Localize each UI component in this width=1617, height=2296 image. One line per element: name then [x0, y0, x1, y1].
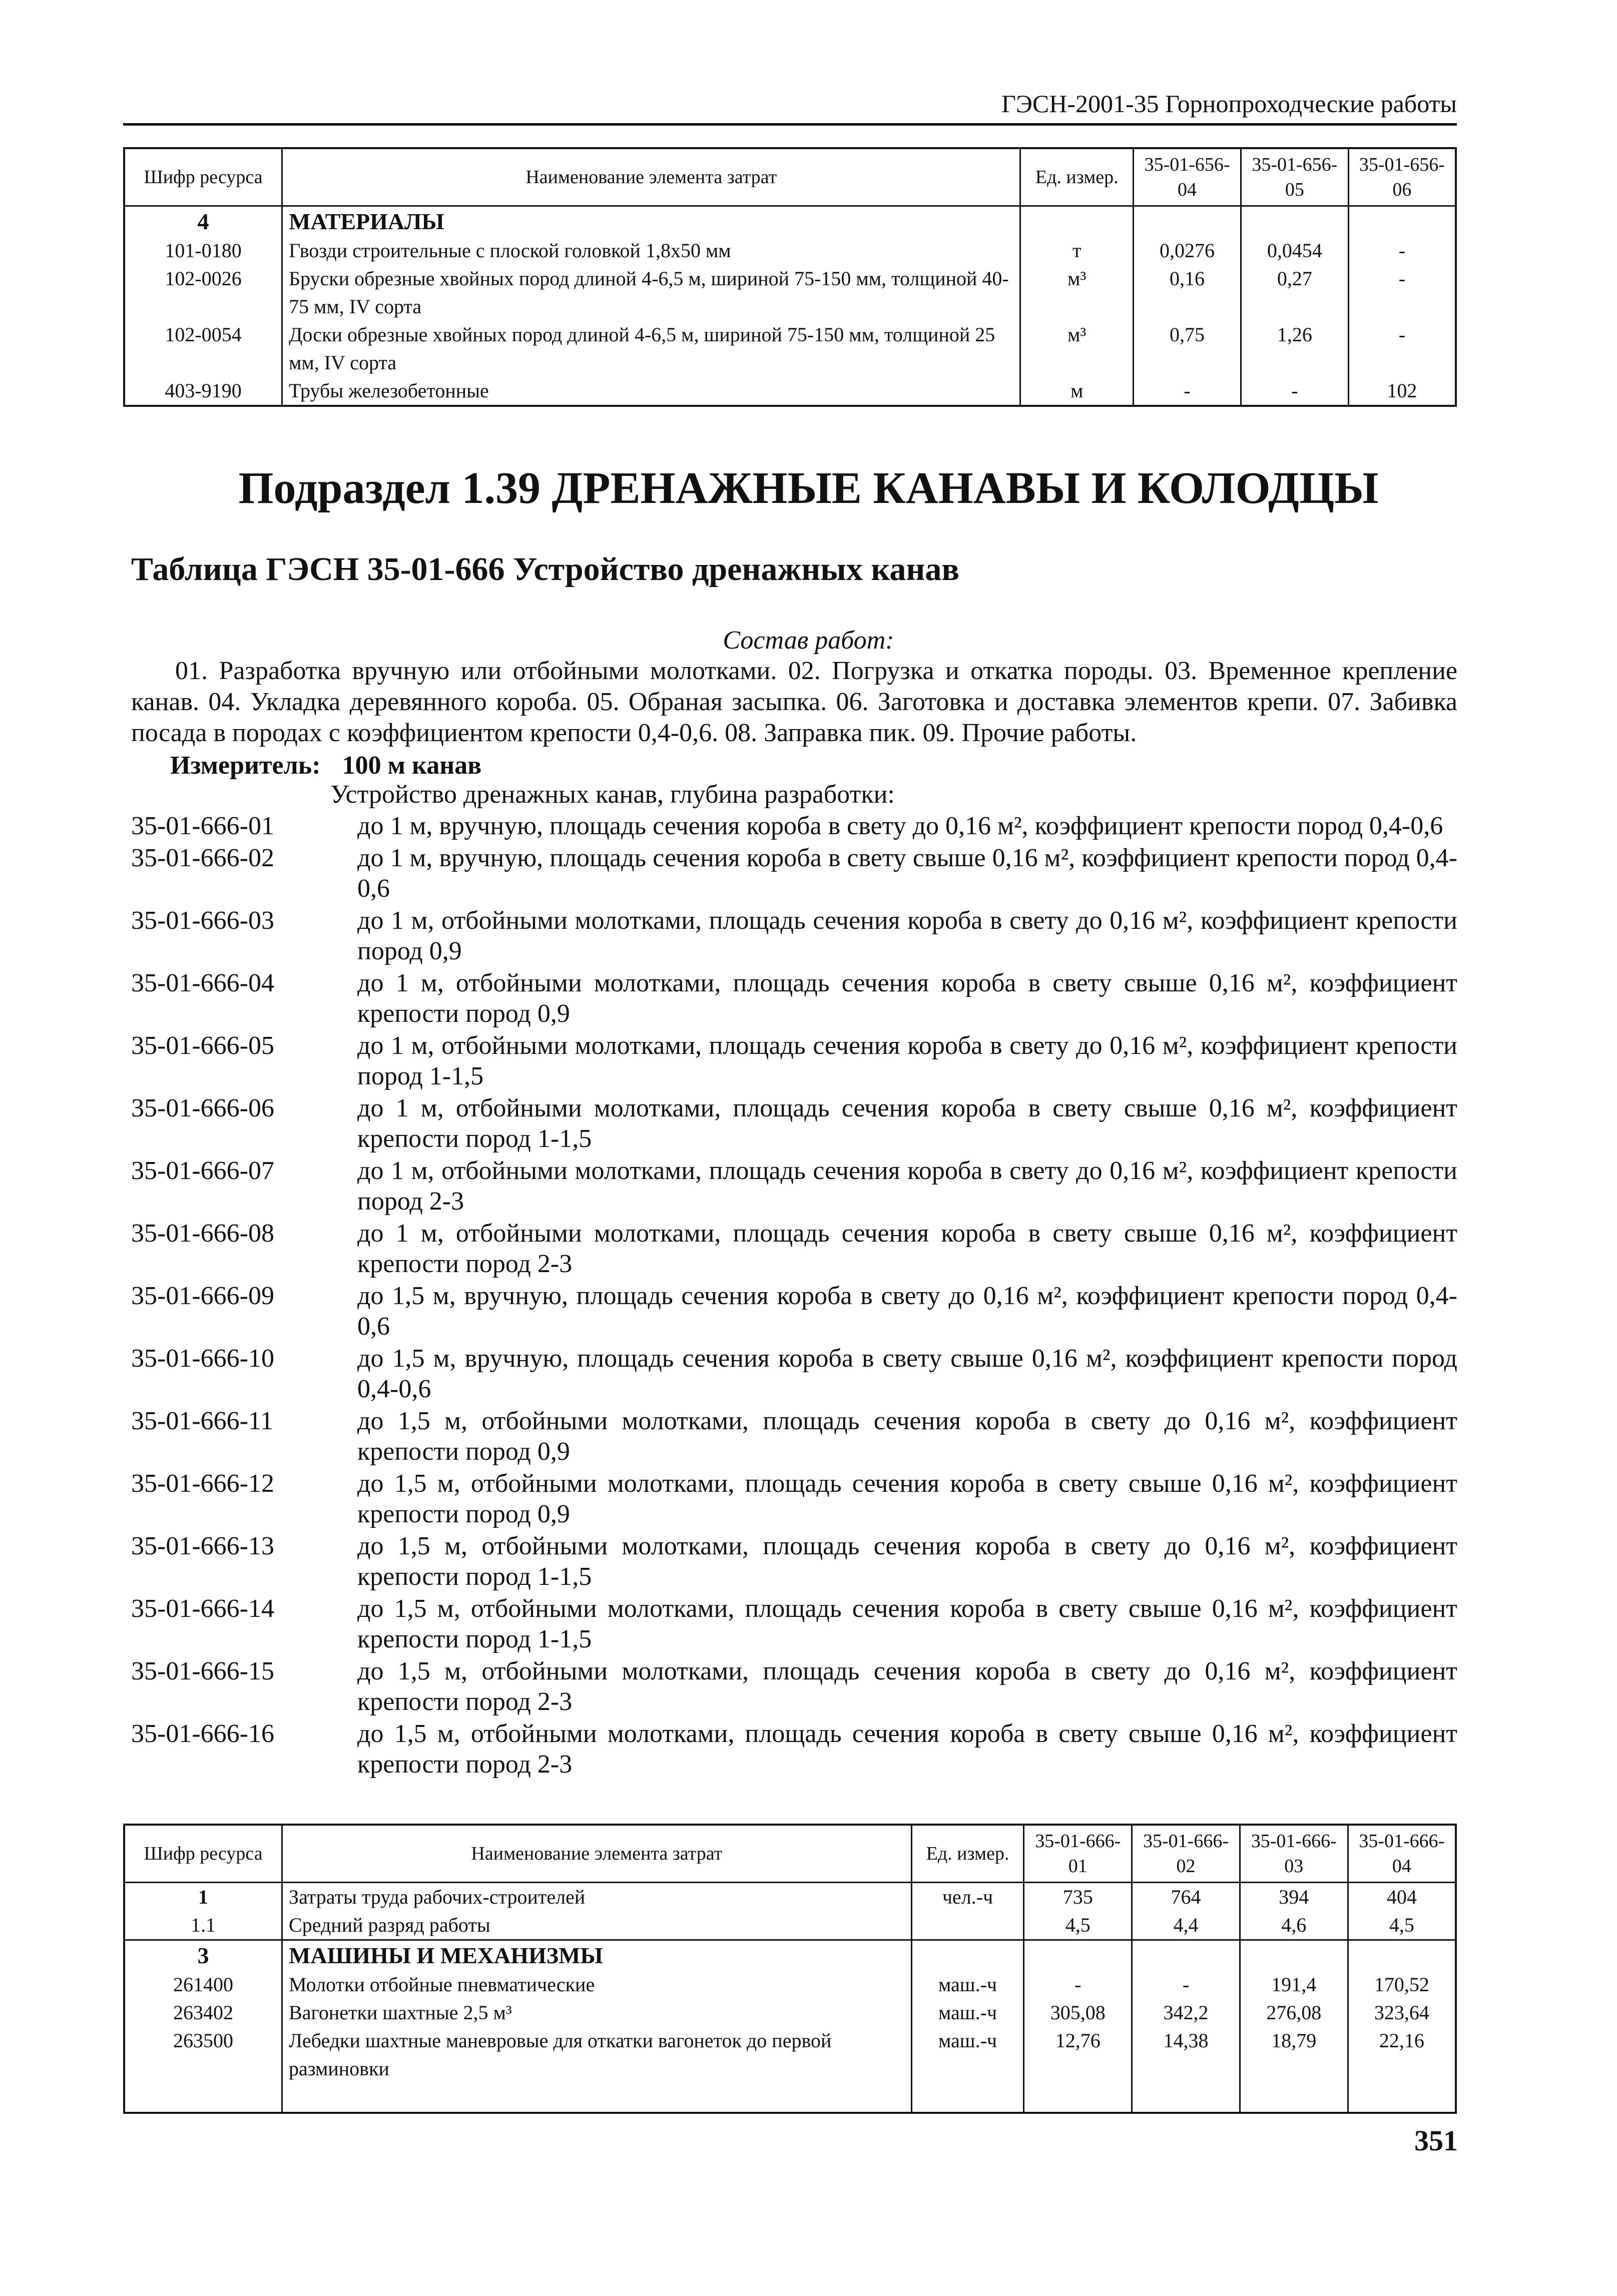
table-row: [124, 1999, 1456, 2027]
norm-code: 35-01-666-02: [131, 844, 274, 872]
list-item: [131, 1593, 1457, 1654]
list-item: [131, 1093, 1457, 1154]
norm-code: 35-01-666-10: [131, 1344, 274, 1373]
resource-code: 263402: [124, 1999, 282, 2027]
page-number: 351: [1414, 2124, 1458, 2157]
value: 170,52: [1348, 1971, 1456, 1999]
column-header: 35-01-666-02: [1132, 1825, 1240, 1883]
norm-description: до 1,5 м, вручную, площадь сечения короба в свету свыше 0,16 м², коэффициент крепости пород 0,4-0,6: [357, 1344, 1457, 1403]
list-item: [131, 1406, 1457, 1467]
norm-code: 35-01-666-04: [131, 969, 274, 997]
unit: [1020, 206, 1134, 237]
materials-table: [123, 147, 1457, 407]
resource-name: Доски обрезные хвойных пород длиной 4-6,5 м, шириной 75-150 мм, толщиной 25 мм, IV сорта: [282, 321, 1020, 377]
resource-code: 102-0026: [124, 265, 282, 321]
value: 4,5: [1024, 1911, 1132, 1940]
list-item: [131, 811, 1457, 841]
norm-description: до 1,5 м, отбойными молотками, площадь сечения короба в свету до 0,16 м², коэффициент крепости пород 1-1,5: [357, 1532, 1457, 1591]
column-header: Ед. измер.: [1020, 148, 1134, 206]
norm-code: 35-01-666-06: [131, 1094, 274, 1122]
value: 1,26: [1241, 321, 1348, 377]
list-item: [131, 1656, 1457, 1717]
unit: маш.-ч: [911, 2027, 1024, 2083]
value: 735: [1024, 1883, 1132, 1912]
norm-description: до 1 м, отбойными молотками, площадь сечения короба в свету до 0,16 м², коэффициент крепости пород 0,9: [357, 906, 1457, 965]
table-row: [124, 1971, 1456, 1999]
list-item: [131, 905, 1457, 966]
column-header: 35-01-656-04: [1134, 148, 1241, 206]
list-item: [131, 1218, 1457, 1279]
unit: маш.-ч: [911, 1999, 1024, 2027]
resources-table: [123, 1824, 1457, 2114]
resource-code: 261400: [124, 1971, 282, 1999]
list-item: [131, 1468, 1457, 1529]
resource-name: МАШИНЫ И МЕХАНИЗМЫ: [282, 1940, 912, 1971]
composition-text: 01. Разработка вручную или отбойными молотками. 02. Погрузка и откатка породы. 03. Временное крепление канав. 04. Укладка деревянного короба. 05. Обраная засыпка. 06. Заготовка и доставка элементов крепи. 07. Забивка посада в породах с коэффициентом крепости 0,4-0,6. 08. Заправка пик. 09. Прочие работы.: [131, 657, 1457, 747]
table-row: [124, 206, 1456, 237]
norm-code: 35-01-666-12: [131, 1469, 274, 1498]
value: 323,64: [1348, 1999, 1456, 2027]
norm-description: до 1 м, отбойными молотками, площадь сечения короба в свету свыше 0,16 м², коэффициент крепости пород 1-1,5: [357, 1094, 1457, 1153]
value: 0,27: [1241, 265, 1348, 321]
norm-description: до 1 м, отбойными молотками, площадь сечения короба в свету свыше 0,16 м², коэффициент крепости пород 0,9: [357, 969, 1457, 1028]
norm-code: 35-01-666-14: [131, 1594, 274, 1623]
value: -: [1348, 237, 1456, 265]
unit: чел.-ч: [911, 1883, 1024, 1912]
unit: [911, 1940, 1024, 1971]
resource-code: 1.1: [124, 1911, 282, 1940]
norm-description: до 1 м, отбойными молотками, площадь сечения короба в свету свыше 0,16 м², коэффициент крепости пород 2-3: [357, 1219, 1457, 1278]
list-item: [131, 1531, 1457, 1592]
table-row: [124, 1883, 1456, 1912]
table-row: [124, 377, 1456, 406]
value: 4,5: [1348, 1911, 1456, 1940]
resource-code: 3: [124, 1940, 282, 1971]
resource-name: Вагонетки шахтные 2,5 м³: [282, 1999, 912, 2027]
unit: м³: [1020, 321, 1134, 377]
unit: м³: [1020, 265, 1134, 321]
norm-description: до 1,5 м, отбойными молотками, площадь сечения короба в свету свыше 0,16 м², коэффициент крепости пород 2-3: [357, 1719, 1457, 1779]
value: 14,38: [1132, 2027, 1240, 2083]
resource-code: 403-9190: [124, 377, 282, 406]
norm-code: 35-01-666-09: [131, 1282, 274, 1310]
value: 0,0454: [1241, 237, 1348, 265]
norm-description: до 1,5 м, отбойными молотками, площадь сечения короба в свету свыше 0,16 м², коэффициент крепости пород 1-1,5: [357, 1594, 1457, 1653]
norm-description: до 1,5 м, отбойными молотками, площадь сечения короба в свету до 0,16 м², коэффициент крепости пород 2-3: [357, 1657, 1457, 1716]
column-header: 35-01-666-04: [1348, 1825, 1456, 1883]
resource-name: Молотки отбойные пневматические: [282, 1971, 912, 1999]
norm-code: 35-01-666-05: [131, 1031, 274, 1060]
list-item: [131, 1718, 1457, 1780]
norm-description: до 1,5 м, вручную, площадь сечения короба в свету до 0,16 м², коэффициент крепости пород 0,4-0,6: [357, 1282, 1457, 1341]
table-header-row: [124, 1825, 1456, 1883]
column-header: Шифр ресурса: [124, 1825, 282, 1883]
table-row: [124, 265, 1456, 321]
unit: т: [1020, 237, 1134, 265]
value: [1240, 1940, 1348, 1971]
value: 191,4: [1240, 1971, 1348, 1999]
norm-description: до 1 м, отбойными молотками, площадь сечения короба в свету до 0,16 м², коэффициент крепости пород 1-1,5: [357, 1031, 1457, 1090]
norm-code: 35-01-666-11: [131, 1407, 274, 1435]
value: [1024, 1940, 1132, 1971]
value: -: [1348, 321, 1456, 377]
value: 276,08: [1240, 1999, 1348, 2027]
value: 4,4: [1132, 1911, 1240, 1940]
column-header: Ед. измер.: [911, 1825, 1024, 1883]
resource-name: Трубы железобетонные: [282, 377, 1020, 406]
column-header: 35-01-656-06: [1348, 148, 1456, 206]
value: -: [1348, 265, 1456, 321]
value: 764: [1132, 1883, 1240, 1912]
resource-name: Лебедки шахтные маневровые для откатки вагонеток до первой разминовки: [282, 2027, 912, 2083]
list-item: [131, 843, 1457, 904]
value: [1348, 1940, 1456, 1971]
resource-code: 4: [124, 206, 282, 237]
column-header: Наименование элемента затрат: [282, 148, 1020, 206]
composition-label: Состав работ:: [723, 626, 894, 655]
column-header: Шифр ресурса: [124, 148, 282, 206]
measure-value: 100 м канав: [342, 751, 482, 780]
column-header: Наименование элемента затрат: [282, 1825, 912, 1883]
resource-name: Затраты труда рабочих-строителей: [282, 1883, 912, 1912]
value: 0,75: [1134, 321, 1241, 377]
norm-code: 35-01-666-08: [131, 1219, 274, 1248]
value: 394: [1240, 1883, 1348, 1912]
value: 342,2: [1132, 1999, 1240, 2027]
table-row: [124, 237, 1456, 265]
resource-name: МАТЕРИАЛЫ: [282, 206, 1020, 237]
norm-items-list: [131, 811, 1457, 1781]
value: -: [1134, 377, 1241, 406]
norm-description: до 1 м, вручную, площадь сечения короба в свету свыше 0,16 м², коэффициент крепости пород 0,4-0,6: [357, 844, 1457, 903]
measure-label: Измеритель:: [170, 751, 321, 780]
value: -: [1132, 1971, 1240, 1999]
resource-name: Гвозди строительные с плоской головкой 1,8х50 мм: [282, 237, 1020, 265]
subsection-title: Подраздел 1.39 ДРЕНАЖНЫЕ КАНАВЫ И КОЛОДЦЫ: [238, 463, 1379, 513]
norm-code: 35-01-666-01: [131, 812, 274, 840]
unit: маш.-ч: [911, 1971, 1024, 1999]
column-header: 35-01-666-01: [1024, 1825, 1132, 1883]
norm-code: 35-01-666-15: [131, 1657, 274, 1685]
norm-description: до 1 м, вручную, площадь сечения короба в свету до 0,16 м², коэффициент крепости пород 0,4-0,6: [357, 812, 1443, 840]
column-header: 35-01-666-03: [1240, 1825, 1348, 1883]
norm-description: до 1 м, отбойными молотками, площадь сечения короба в свету до 0,16 м², коэффициент крепости пород 2-3: [357, 1157, 1457, 1216]
resource-code: 101-0180: [124, 237, 282, 265]
norm-code: 35-01-666-07: [131, 1157, 274, 1185]
table-title: Таблица ГЭСН 35-01-666 Устройство дренажных канав: [131, 551, 960, 588]
value: [1134, 206, 1241, 237]
value: 4,6: [1240, 1911, 1348, 1940]
table-spacer-row: [124, 2083, 1456, 2113]
resource-name: Бруски обрезные хвойных пород длиной 4-6,5 м, шириной 75-150 мм, толщиной 40-75 мм, IV сорта: [282, 265, 1020, 321]
resource-name: Средний разряд работы: [282, 1911, 912, 1940]
norm-description: до 1,5 м, отбойными молотками, площадь сечения короба в свету до 0,16 м², коэффициент крепости пород 0,9: [357, 1407, 1457, 1466]
value: 305,08: [1024, 1999, 1132, 2027]
list-item: [131, 1281, 1457, 1342]
table-row: [124, 2027, 1456, 2083]
unit: м: [1020, 377, 1134, 406]
list-item: [131, 1343, 1457, 1404]
value: 12,76: [1024, 2027, 1132, 2083]
list-item: [131, 1156, 1457, 1217]
value: 22,16: [1348, 2027, 1456, 2083]
value: 404: [1348, 1883, 1456, 1912]
unit: [911, 1911, 1024, 1940]
norm-description: до 1,5 м, отбойными молотками, площадь сечения короба в свету свыше 0,16 м², коэффициент крепости пород 0,9: [357, 1469, 1457, 1528]
list-item: [131, 968, 1457, 1029]
value: [1348, 206, 1456, 237]
norm-code: 35-01-666-03: [131, 906, 274, 935]
resource-code: 263500: [124, 2027, 282, 2083]
value: 18,79: [1240, 2027, 1348, 2083]
items-lead: Устройство дренажных канав, глубина разработки:: [330, 780, 895, 809]
table-row: [124, 321, 1456, 377]
measure-line: [170, 751, 496, 780]
value: -: [1241, 377, 1348, 406]
resource-code: 102-0054: [124, 321, 282, 377]
norm-code: 35-01-666-13: [131, 1532, 274, 1560]
value: 0,0276: [1134, 237, 1241, 265]
running-header: ГЭСН-2001-35 Горнопроходческие работы: [123, 89, 1457, 126]
value: [1132, 1940, 1240, 1971]
norm-code: 35-01-666-16: [131, 1719, 274, 1748]
table-header-row: [124, 148, 1456, 206]
value: -: [1024, 1971, 1132, 1999]
list-item: [131, 1030, 1457, 1091]
column-header: 35-01-656-05: [1241, 148, 1348, 206]
resource-code: 1: [124, 1883, 282, 1912]
table-row: [124, 1911, 1456, 1940]
value: [1241, 206, 1348, 237]
value: 0,16: [1134, 265, 1241, 321]
table-row: [124, 1940, 1456, 1971]
value: 102: [1348, 377, 1456, 406]
